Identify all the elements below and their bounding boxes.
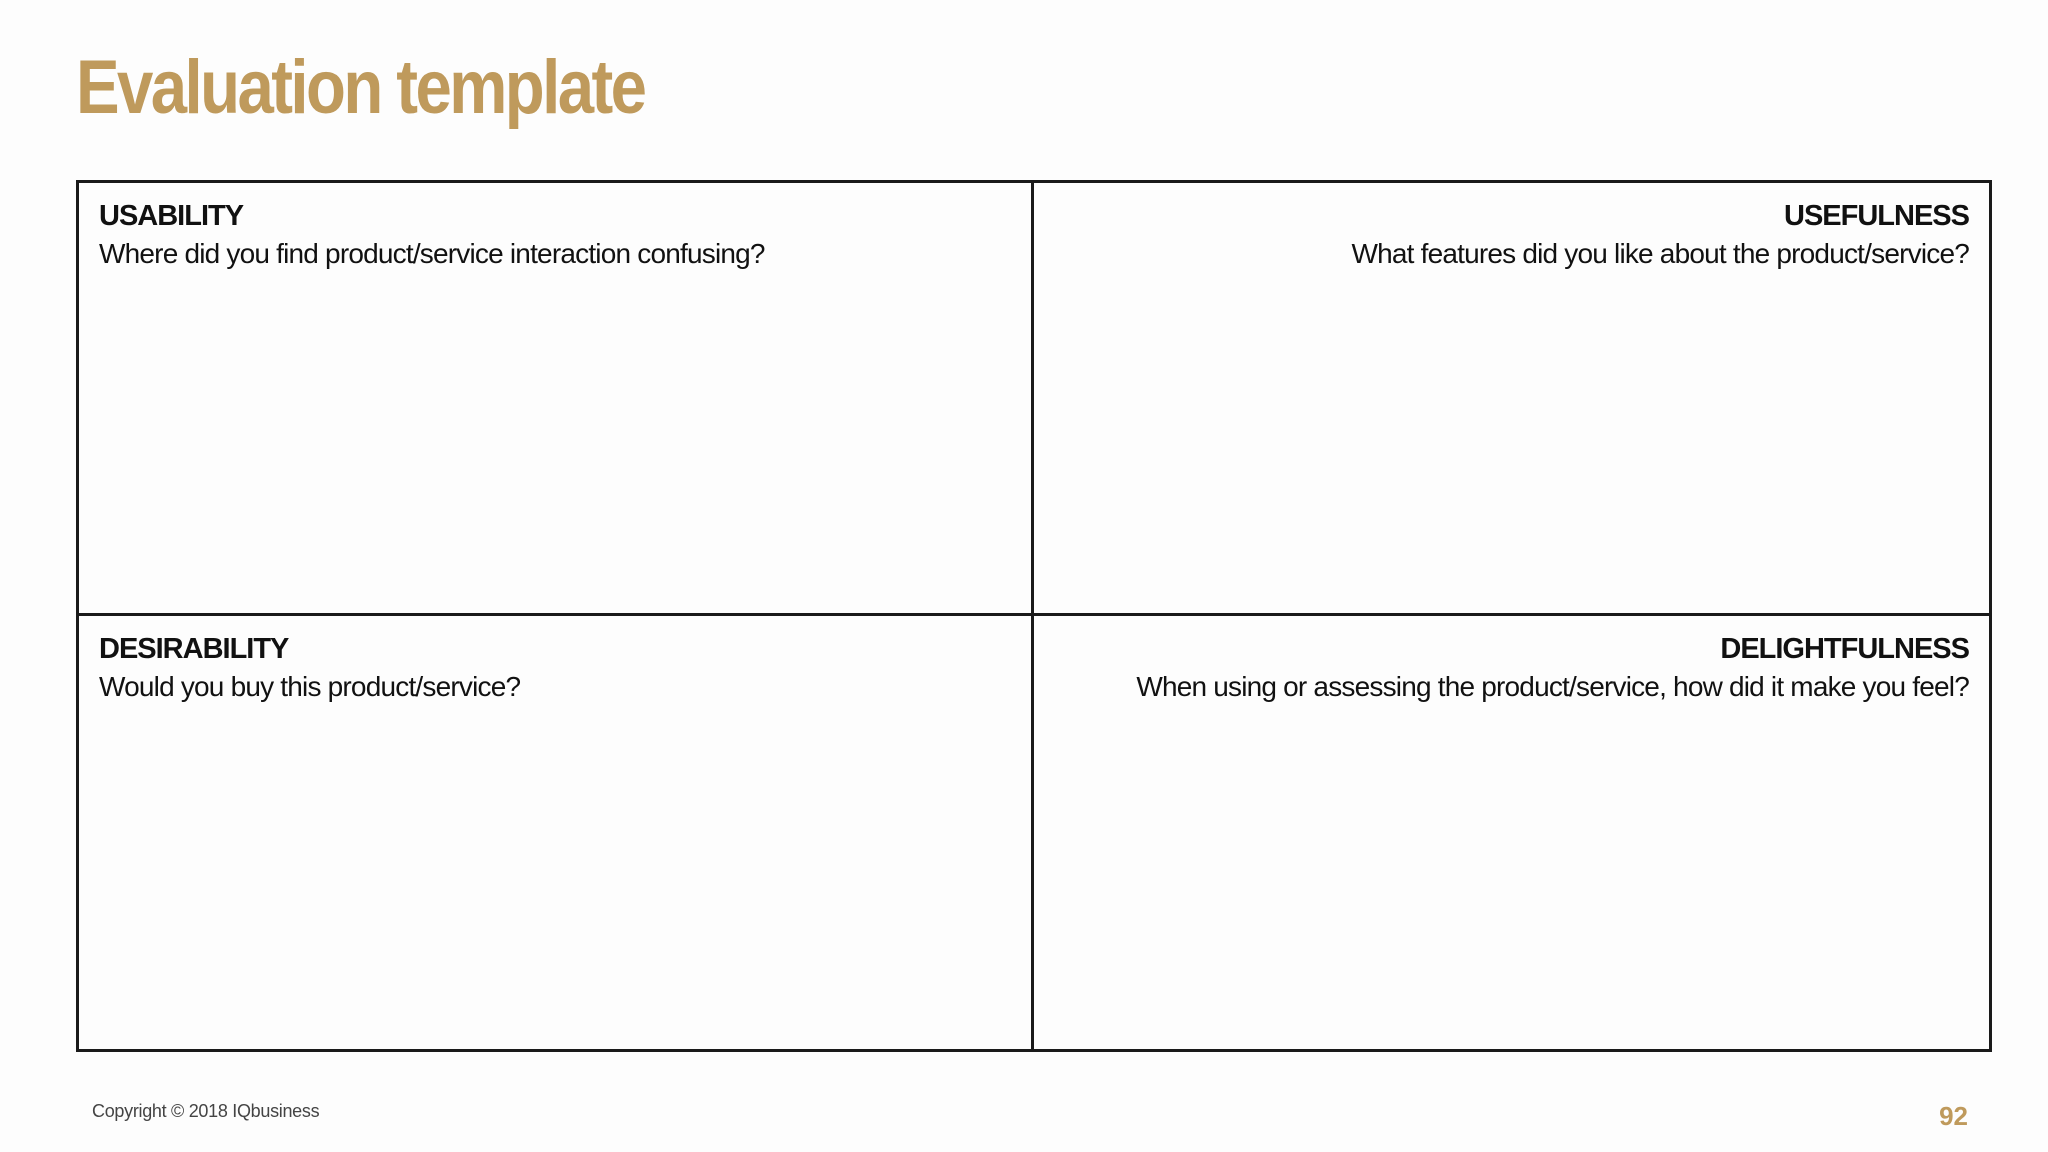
quadrant-question: Where did you find product/service interaction confusing? bbox=[99, 238, 765, 269]
quadrant-usefulness bbox=[1034, 183, 1989, 616]
quadrant-question: When using or assessing the product/service, how did it make you feel? bbox=[1136, 671, 1969, 702]
slide-title: Evaluation template bbox=[76, 45, 645, 130]
evaluation-grid bbox=[76, 180, 1992, 1052]
copyright-notice: Copyright © 2018 IQbusiness bbox=[92, 1101, 320, 1121]
quadrant-delightfulness bbox=[1034, 616, 1989, 1049]
quadrant-heading: USEFULNESS bbox=[1784, 200, 1969, 232]
quadrant-heading: DESIRABILITY bbox=[99, 633, 289, 665]
quadrant-desirability bbox=[79, 616, 1034, 1049]
quadrant-heading: DELIGHTFULNESS bbox=[1720, 633, 1969, 665]
quadrant-heading: USABILITY bbox=[99, 200, 244, 232]
page-number: 92 bbox=[1939, 1101, 1968, 1131]
quadrant-question: Would you buy this product/service? bbox=[99, 671, 521, 702]
quadrant-usability bbox=[79, 183, 1034, 616]
quadrant-question: What features did you like about the product/service? bbox=[1351, 238, 1969, 269]
